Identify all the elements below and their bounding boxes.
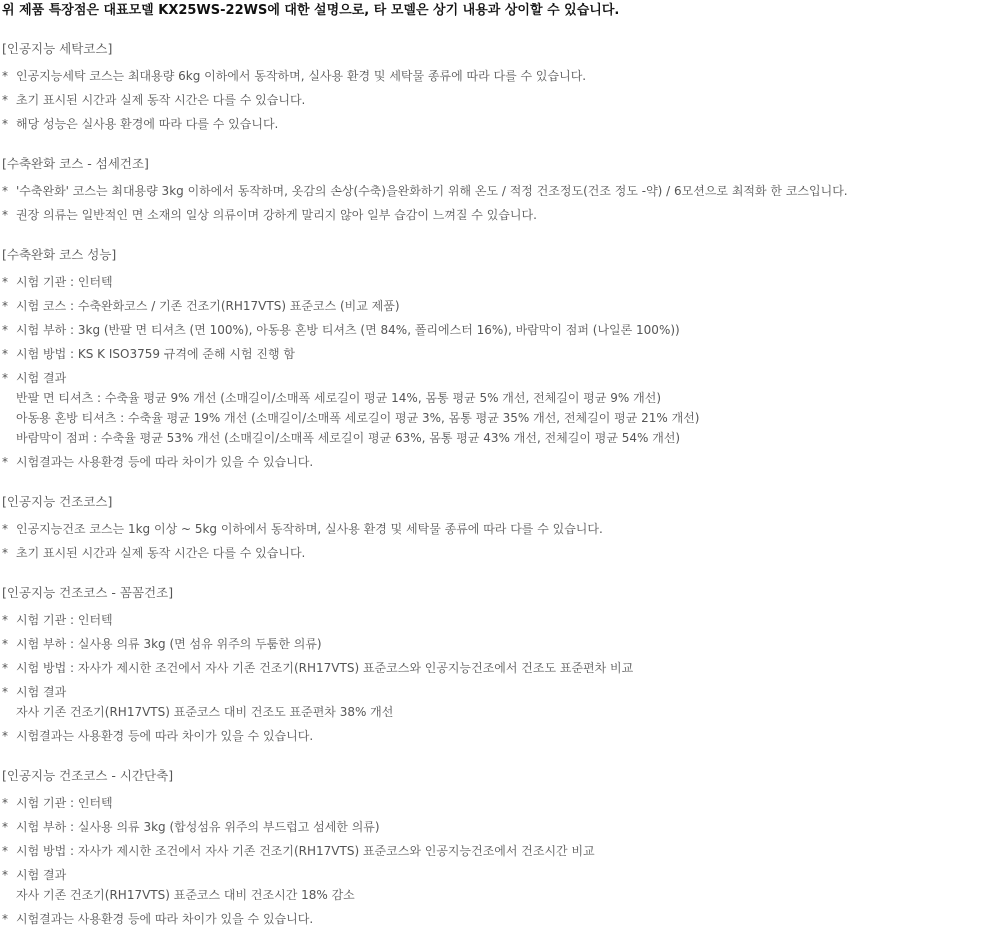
note-item — [2, 658, 1000, 678]
note-text: 시험 부하 : 3kg (반팔 면 티셔츠 (면 100%), 아동용 혼방 티셔츠 (면 84%, 폴리에스터 16%), 바람막이 점퍼 (나일론 100%)) — [16, 323, 680, 337]
note-item — [2, 344, 1000, 364]
result-detail-line: 자사 기존 건조기(RH17VTS) 표준코스 대비 건조시간 18% 감소 — [16, 888, 355, 902]
note-text: 시험 방법 : 자사가 제시한 조건에서 자사 기존 건조기(RH17VTS) 표준코스와 인공지능건조에서 건조시간 비교 — [16, 844, 595, 858]
note-list — [2, 181, 1000, 225]
note-item — [2, 841, 1000, 861]
note-item — [2, 368, 1000, 448]
note-text: 시험결과는 사용환경 등에 따라 차이가 있을 수 있습니다. — [16, 729, 314, 743]
asterisk-bullet-icon: * — [2, 522, 8, 536]
note-item — [2, 90, 1000, 110]
notice-section — [2, 493, 1000, 563]
notice-section — [2, 246, 1000, 472]
note-text: 시험 결과 — [16, 868, 67, 882]
note-item — [2, 610, 1000, 630]
note-text: 인공지능세탁 코스는 최대용량 6kg 이하에서 동작하며, 실사용 환경 및 세탁물 종류에 따라 다를 수 있습니다. — [16, 69, 587, 83]
asterisk-bullet-icon: * — [2, 844, 8, 858]
notice-headline: 위 제품 특장점은 대표모델 KX25WS-22WS에 대한 설명으로, 타 모델은 상기 내용과 상이할 수 있습니다. — [2, 3, 620, 18]
note-item — [2, 66, 1000, 86]
note-item — [2, 543, 1000, 563]
notice-sections — [2, 40, 1000, 929]
note-item — [2, 909, 1000, 929]
asterisk-bullet-icon: * — [2, 323, 8, 337]
note-item — [2, 205, 1000, 225]
note-item — [2, 726, 1000, 746]
note-text: 시험 방법 : 자사가 제시한 조건에서 자사 기존 건조기(RH17VTS) 표준코스와 인공지능건조에서 건조도 표준편차 비교 — [16, 661, 634, 675]
note-text: 인공지능건조 코스는 1kg 이상 ~ 5kg 이하에서 동작하며, 실사용 환경 및 세탁물 종류에 따라 다를 수 있습니다. — [16, 522, 603, 536]
section-title: [인공지능 건조코스 - 시간단축] — [2, 768, 174, 783]
note-item — [2, 296, 1000, 316]
asterisk-bullet-icon: * — [2, 275, 8, 289]
section-title: [수축완화 코스 - 섬세건조] — [2, 156, 149, 171]
note-item — [2, 320, 1000, 340]
asterisk-bullet-icon: * — [2, 371, 8, 385]
asterisk-bullet-icon: * — [2, 347, 8, 361]
note-list — [2, 793, 1000, 929]
asterisk-bullet-icon: * — [2, 796, 8, 810]
note-text: 권장 의류는 일반적인 면 소재의 일상 의류이며 강하게 말리지 않아 일부 습감이 느껴질 수 있습니다. — [16, 208, 537, 222]
note-text: 시험 기관 : 인터텍 — [16, 275, 113, 289]
note-item — [2, 452, 1000, 472]
note-item — [2, 272, 1000, 292]
asterisk-bullet-icon: * — [2, 637, 8, 651]
asterisk-bullet-icon: * — [2, 299, 8, 313]
note-item — [2, 519, 1000, 539]
note-text: 시험결과는 사용환경 등에 따라 차이가 있을 수 있습니다. — [16, 455, 314, 469]
note-text: 시험 부하 : 실사용 의류 3kg (합성섬유 위주의 부드럽고 섬세한 의류) — [16, 820, 380, 834]
note-item — [2, 181, 1000, 201]
note-text: 시험 기관 : 인터텍 — [16, 613, 113, 627]
asterisk-bullet-icon: * — [2, 912, 8, 926]
note-list — [2, 272, 1000, 472]
note-list — [2, 610, 1000, 746]
note-text: 해당 성능은 실사용 환경에 따라 다를 수 있습니다. — [16, 117, 279, 131]
notice-section — [2, 40, 1000, 134]
note-text: 시험결과는 사용환경 등에 따라 차이가 있을 수 있습니다. — [16, 912, 314, 926]
note-list — [2, 519, 1000, 563]
note-item — [2, 634, 1000, 654]
note-item — [2, 865, 1000, 905]
asterisk-bullet-icon: * — [2, 868, 8, 882]
note-list — [2, 66, 1000, 134]
note-item — [2, 114, 1000, 134]
section-title: [인공지능 건조코스] — [2, 494, 113, 509]
asterisk-bullet-icon: * — [2, 613, 8, 627]
note-text: 시험 결과 — [16, 371, 67, 385]
note-text: 시험 방법 : KS K ISO3759 규격에 준해 시험 진행 함 — [16, 347, 295, 361]
note-text: 초기 표시된 시간과 실제 동작 시간은 다를 수 있습니다. — [16, 546, 306, 560]
note-text: 시험 기관 : 인터텍 — [16, 796, 113, 810]
section-title: [인공지능 건조코스 - 꼼꼼건조] — [2, 585, 174, 600]
note-item — [2, 682, 1000, 722]
asterisk-bullet-icon: * — [2, 820, 8, 834]
asterisk-bullet-icon: * — [2, 93, 8, 107]
asterisk-bullet-icon: * — [2, 208, 8, 222]
note-text: '수축완화' 코스는 최대용량 3kg 이하에서 동작하며, 옷감의 손상(수축)을완화하기 위해 온도 / 적정 건조정도(건조 정도 -약) / 6모션으로 최적화 한 코스입니다. — [16, 184, 848, 198]
section-title: [인공지능 세탁코스] — [2, 41, 113, 56]
asterisk-bullet-icon: * — [2, 455, 8, 469]
note-text: 시험 부하 : 실사용 의류 3kg (면 섬유 위주의 두툼한 의류) — [16, 637, 322, 651]
asterisk-bullet-icon: * — [2, 729, 8, 743]
result-detail-line: 자사 기존 건조기(RH17VTS) 표준코스 대비 건조도 표준편차 38% 개선 — [16, 705, 394, 719]
result-detail-line: 반팔 면 티셔츠 : 수축율 평균 9% 개선 (소매길이/소매폭 세로길이 평균 14%, 몸통 평균 5% 개선, 전체길이 평균 9% 개선) — [16, 391, 662, 405]
asterisk-bullet-icon: * — [2, 69, 8, 83]
asterisk-bullet-icon: * — [2, 117, 8, 131]
note-item — [2, 817, 1000, 837]
note-item — [2, 793, 1000, 813]
result-detail-line: 바람막이 점퍼 : 수축율 평균 53% 개선 (소매길이/소매폭 세로길이 평균 63%, 몸통 평균 43% 개선, 전체길이 평균 54% 개선) — [16, 431, 681, 445]
asterisk-bullet-icon: * — [2, 184, 8, 198]
notice-section — [2, 155, 1000, 225]
note-text: 시험 결과 — [16, 685, 67, 699]
note-text: 초기 표시된 시간과 실제 동작 시간은 다를 수 있습니다. — [16, 93, 306, 107]
note-text: 시험 코스 : 수축완화코스 / 기존 건조기(RH17VTS) 표준코스 (비교 제품) — [16, 299, 400, 313]
asterisk-bullet-icon: * — [2, 546, 8, 560]
asterisk-bullet-icon: * — [2, 685, 8, 699]
notice-section — [2, 767, 1000, 929]
notice-section — [2, 584, 1000, 746]
section-title: [수축완화 코스 성능] — [2, 247, 117, 262]
asterisk-bullet-icon: * — [2, 661, 8, 675]
result-detail-line: 아동용 혼방 티셔츠 : 수축율 평균 19% 개선 (소매길이/소매폭 세로길이 평균 3%, 몸통 평균 35% 개선, 전체길이 평균 21% 개선) — [16, 411, 700, 425]
